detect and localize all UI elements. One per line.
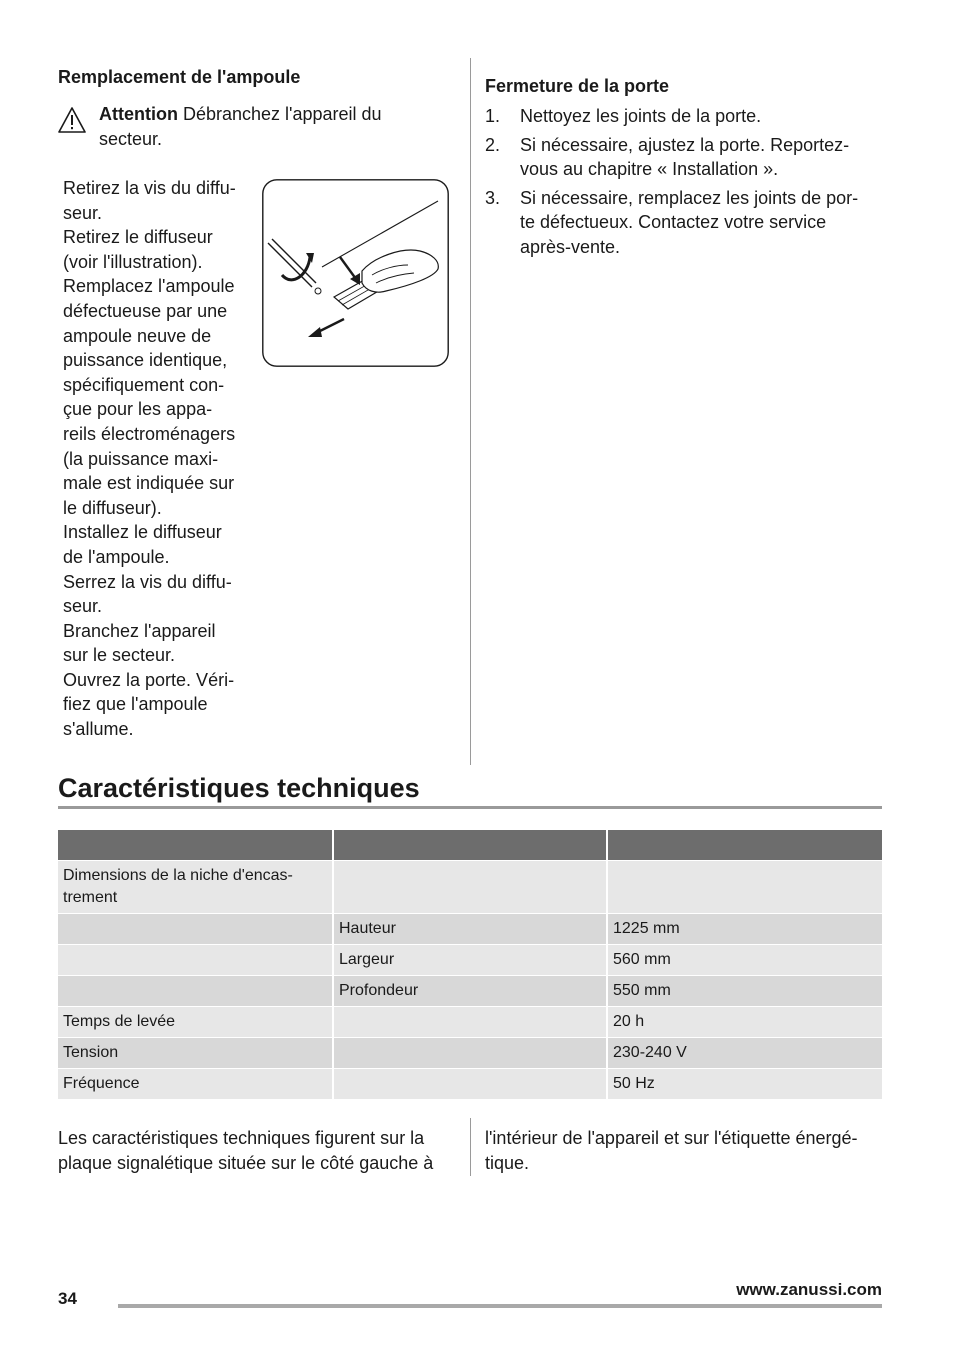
table-row — [58, 1069, 882, 1099]
website-link[interactable]: www.zanussi.com — [736, 1280, 882, 1299]
step-line: çue pour les appa- — [63, 399, 213, 420]
table-cell-value: 20 h — [608, 1007, 882, 1037]
footnote-line: l'intérieur de l'appareil et sur l'étiquette énergé- — [485, 1128, 858, 1148]
table-cell-sublabel — [334, 1038, 606, 1068]
step-line: Installez le diffuseur — [63, 522, 222, 543]
table-cell-label — [58, 1007, 332, 1037]
table-header-row — [58, 830, 882, 860]
section-heading-door: Fermeture de la porte — [485, 76, 670, 96]
title-rule — [58, 806, 882, 809]
table-cell-value: 560 mm — [608, 945, 882, 975]
table-cell-value: 550 mm — [608, 976, 882, 1006]
step-line: Ouvrez la porte. Véri- — [63, 669, 235, 690]
step-line: (voir l'illustration). — [63, 251, 203, 272]
header-cell — [58, 830, 332, 860]
table-cell-label — [58, 1038, 332, 1068]
list-item — [485, 104, 885, 129]
header-cell — [608, 830, 882, 860]
warning-text — [99, 102, 419, 151]
table-cell-sublabel: Profondeur — [334, 976, 606, 1006]
cell-line: Temps de levée — [63, 1013, 176, 1030]
step-line: Serrez la vis du diffu- — [63, 571, 232, 592]
specs-table — [58, 830, 882, 1100]
table-cell-value: 230-240 V — [608, 1038, 882, 1068]
step-line: le diffuseur). — [63, 497, 162, 518]
list-item-line: Si nécessaire, remplacez les joints de por- — [520, 187, 859, 208]
step-line: puissance identique, — [63, 350, 228, 371]
step-line: male est indiquée sur — [63, 473, 235, 494]
table-row — [58, 945, 882, 975]
list-item-line: après-vente. — [520, 236, 621, 257]
table-cell-value: 1225 mm — [608, 914, 882, 944]
step-line: seur. — [63, 596, 103, 617]
door-steps-list — [485, 104, 885, 264]
cell-line: Tension — [63, 1044, 119, 1061]
table-cell-label — [58, 1069, 332, 1099]
list-item-line: te défectueux. Contactez votre service — [520, 212, 827, 233]
step-line: sur le secteur. — [63, 645, 176, 666]
footnote-line: Les caractéristiques techniques figurent sur la — [58, 1128, 425, 1148]
step-line: spécifiquement con- — [63, 374, 225, 395]
table-cell-sublabel: Hauteur — [334, 914, 606, 944]
section-heading-lamp: Remplacement de l'ampoule — [58, 67, 301, 87]
footnote-right — [485, 1126, 885, 1175]
step-line: fiez que l'ampoule — [63, 694, 208, 715]
step-line: reils électroménagers — [63, 423, 236, 444]
step-line: Branchez l'appareil — [63, 620, 216, 641]
list-item-line: Si nécessaire, ajustez la porte. Reportez- — [520, 134, 850, 155]
lamp-steps — [63, 176, 253, 742]
step-line: défectueuse par une — [63, 300, 228, 321]
table-cell-label — [58, 945, 332, 975]
warning-triangle-icon — [58, 106, 86, 134]
step-line: (la puissance maxi- — [63, 448, 219, 469]
table-row — [58, 1007, 882, 1037]
list-item — [485, 186, 885, 260]
table-cell-sublabel: Largeur — [334, 945, 606, 975]
list-item-line: vous au chapitre « Installation ». — [520, 159, 779, 180]
table-row — [58, 976, 882, 1006]
footnote-line: tique. — [485, 1152, 530, 1173]
header-cell — [334, 830, 606, 860]
column-divider-footnote — [470, 1118, 471, 1176]
page-title: Caractéristiques techniques — [58, 773, 420, 803]
table-cell-value — [608, 861, 882, 913]
lamp-diffuser-illustration — [262, 179, 449, 367]
footer-rule — [118, 1304, 882, 1308]
footnote-line: plaque signalétique située sur le côté gauche à — [58, 1152, 434, 1173]
table-row — [58, 1038, 882, 1068]
table-cell-label — [58, 976, 332, 1006]
list-number: 3. — [485, 187, 501, 208]
step-line: Retirez le diffuseur — [63, 227, 213, 248]
table-cell-sublabel — [334, 1007, 606, 1037]
warning-strong: Attention — [99, 104, 178, 124]
cell-line: trement — [63, 888, 118, 906]
cell-line: Fréquence — [63, 1075, 140, 1092]
step-line: Remplacez l'ampoule — [63, 276, 235, 297]
cell-line: Dimensions de la niche d'encas- — [63, 867, 293, 884]
footnote-left — [58, 1126, 458, 1175]
column-divider — [470, 58, 471, 765]
table-cell-sublabel — [334, 861, 606, 913]
list-item — [485, 133, 885, 182]
table-row — [58, 914, 882, 944]
table-cell-sublabel — [334, 1069, 606, 1099]
list-number: 1. — [485, 106, 501, 126]
page-number: 34 — [58, 1289, 77, 1308]
table-row — [58, 861, 882, 913]
step-line: s'allume. — [63, 719, 134, 740]
warning-message: Débranchez l'appareil du secteur. — [99, 104, 382, 149]
step-line: seur. — [63, 202, 103, 223]
table-cell-value: 50 Hz — [608, 1069, 882, 1099]
table-cell-label — [58, 914, 332, 944]
table-cell-label — [58, 861, 332, 913]
list-number: 2. — [485, 134, 501, 155]
list-item-line: Nettoyez les joints de la porte. — [520, 106, 762, 126]
step-line: ampoule neuve de — [63, 325, 212, 346]
step-line: Retirez la vis du diffu- — [63, 178, 236, 198]
step-line: de l'ampoule. — [63, 546, 170, 567]
